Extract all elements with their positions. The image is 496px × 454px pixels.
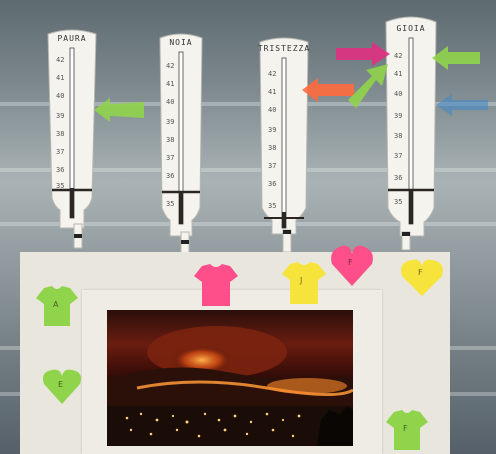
scale-mark: 38	[394, 132, 403, 140]
green-arrow-diagonal-sticky	[348, 64, 390, 110]
sticky-letter: F	[418, 268, 423, 277]
sticky-letter: E	[58, 380, 64, 389]
green-heart-sticky	[42, 368, 82, 408]
scale-mark: 38	[56, 130, 65, 138]
scale-mark: 38	[166, 136, 175, 144]
scale-mark: 36	[56, 166, 65, 174]
scale-mark: 39	[394, 112, 403, 120]
scale-mark: 37	[394, 152, 403, 160]
scale-mark: 40	[268, 106, 277, 114]
thermometer-label: GIOIA	[396, 24, 426, 33]
scale-mark: 41	[56, 74, 65, 82]
scale-mark: 36	[268, 180, 277, 188]
yellow-heart-sticky	[400, 258, 444, 300]
scale-mark: 41	[394, 70, 403, 78]
scale-mark: 39	[166, 118, 175, 126]
scale-mark: 42	[56, 56, 65, 64]
scale-mark: 36	[166, 172, 175, 180]
scale-mark: 42	[394, 52, 403, 60]
green-shirt-sticky	[36, 286, 78, 330]
scale-mark: 36	[394, 174, 403, 182]
thermometer-noia	[156, 32, 206, 254]
scale-mark: 38	[268, 144, 277, 152]
green-arrow-sticky	[94, 96, 146, 124]
scale-mark: 39	[268, 126, 277, 134]
scale-mark: 35	[268, 202, 277, 210]
scale-mark: 41	[268, 88, 277, 96]
sticky-letter: F	[348, 258, 353, 267]
thermometer-label: TRISTEZZA	[257, 44, 311, 53]
scale-mark: 37	[268, 162, 277, 170]
scale-mark: 42	[268, 70, 277, 78]
thermometer-tristezza	[256, 36, 312, 254]
thermometer-label: PAURA	[57, 34, 87, 43]
scale-mark: 35	[56, 182, 65, 190]
scale-mark: 40	[166, 98, 175, 106]
yellow-shirt-sticky	[282, 262, 326, 308]
scale-mark: 37	[56, 148, 65, 156]
sticky-letter: A	[53, 300, 59, 309]
scale-mark: 40	[56, 92, 65, 100]
green-shirt-sticky-bottom	[386, 410, 428, 454]
volcano-photo	[107, 310, 353, 446]
pink-heart-sticky	[330, 244, 374, 290]
sticky-letter: F	[403, 424, 408, 433]
thermometer-label: NOIA	[169, 38, 193, 47]
scale-mark: 37	[166, 154, 175, 162]
scale-mark: 42	[166, 62, 175, 70]
blue-arrow-sticky	[436, 92, 490, 118]
scale-mark: 41	[166, 80, 175, 88]
green-arrow-sticky-right	[432, 44, 482, 72]
scale-mark: 39	[56, 112, 65, 120]
scale-mark: 40	[394, 90, 403, 98]
scale-mark: 35	[166, 200, 175, 208]
thermometer-paura	[42, 28, 102, 250]
sticky-letter: J	[300, 276, 303, 285]
scale-mark: 35	[394, 198, 403, 206]
pink-shirt-sticky	[194, 264, 238, 310]
